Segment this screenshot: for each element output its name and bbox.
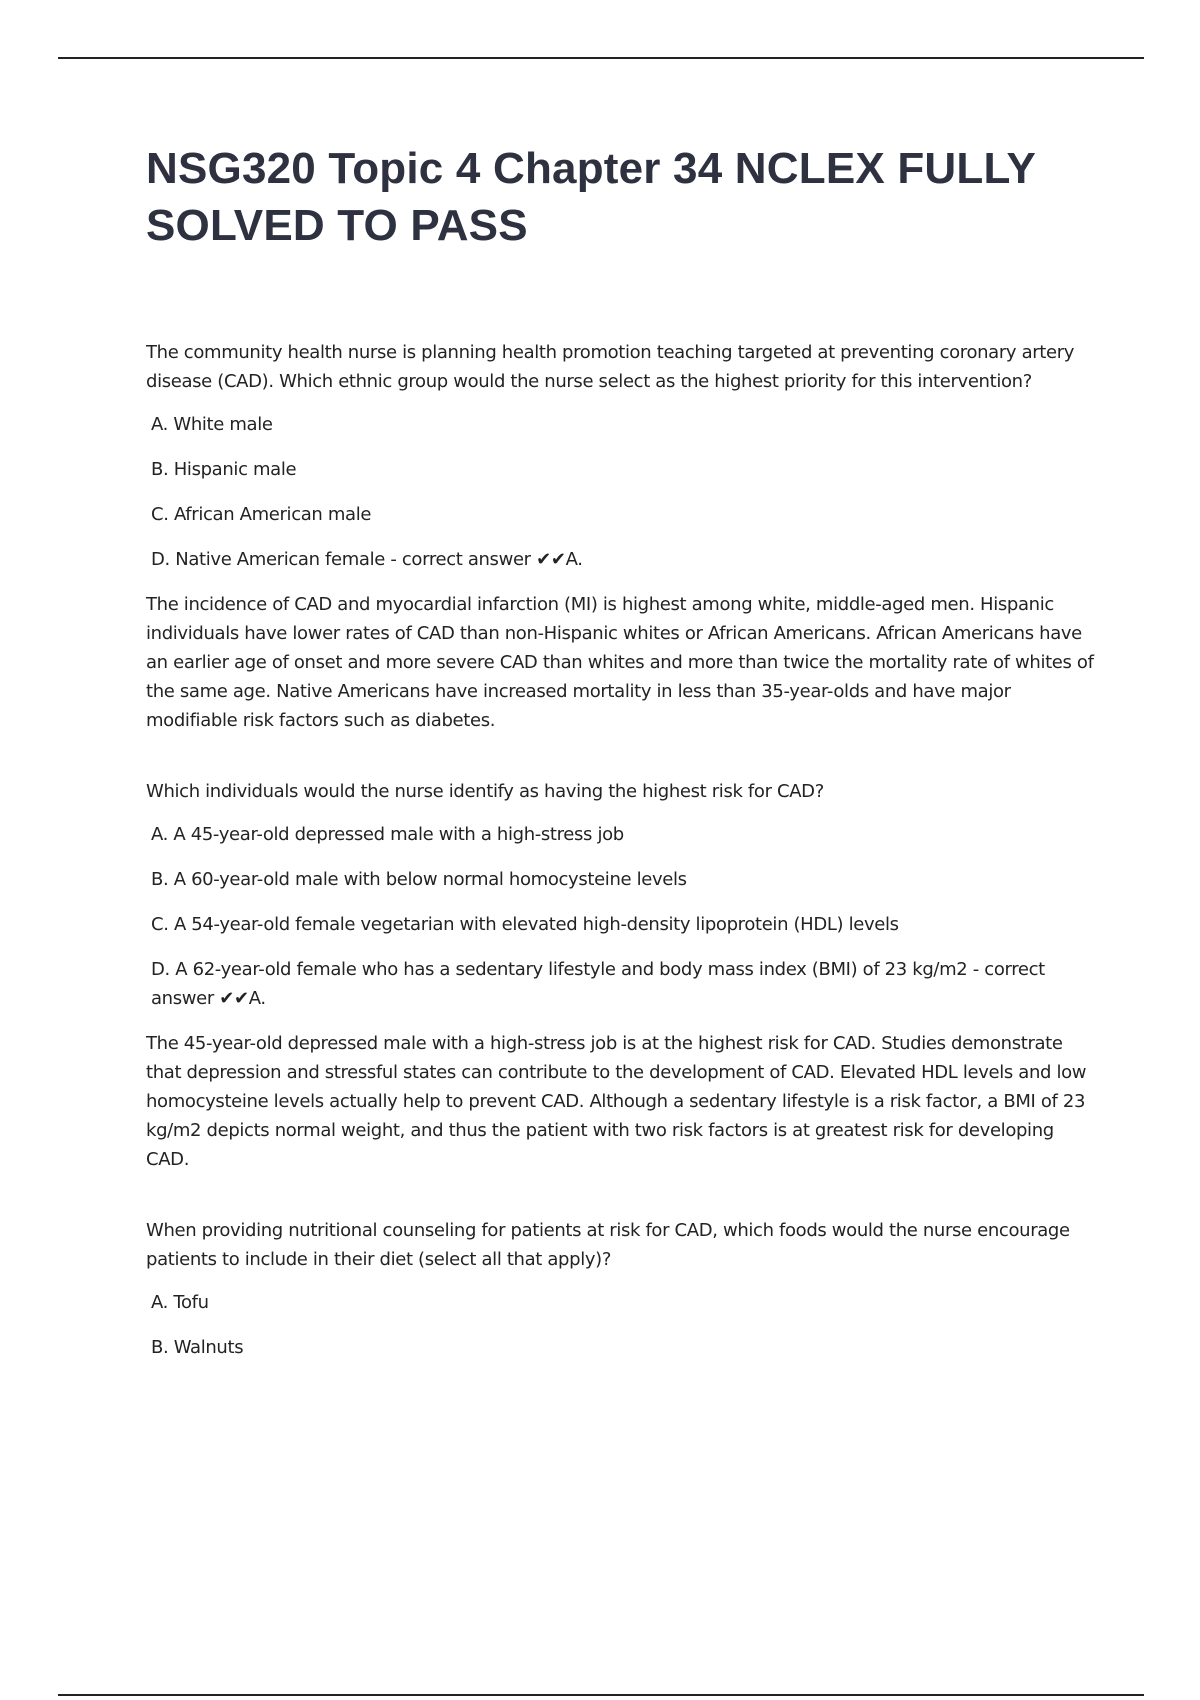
question-block-1 xyxy=(146,338,1096,735)
question-2-text: Which individuals would the nurse identify as having the highest risk for CAD? xyxy=(146,781,824,802)
question-1-option-b: B. Hispanic male xyxy=(151,459,297,480)
question-block-3 xyxy=(146,1216,1096,1362)
question-3-text: When providing nutritional counseling for patients at risk for CAD, which foods would the nurse encourage patients to include in their diet (select all that apply)? xyxy=(146,1220,1070,1270)
bottom-divider xyxy=(58,1694,1144,1696)
document-content xyxy=(146,338,1096,1362)
question-1-rationale: The incidence of CAD and myocardial infarction (MI) is highest among white, middle-aged men. Hispanic individuals have lower rates of CAD than non-Hispanic whites or African Americans. African Americans have an earlier age of onset and more severe CAD than whites and more than twice the mortality rate of whites of the same age. Native Americans have increased mortality in less than 35-year-olds and have major modifiable risk factors such as diabetes. xyxy=(146,594,1094,731)
question-2-option-d: D. A 62-year-old female who has a sedentary lifestyle and body mass index (BMI) of 23 kg/m2 - correct answer ✔✔A. xyxy=(151,959,1045,1009)
top-divider xyxy=(58,57,1144,59)
question-2-option-c: C. A 54-year-old female vegetarian with elevated high-density lipoprotein (HDL) levels xyxy=(151,914,899,935)
document-title: NSG320 Topic 4 Chapter 34 NCLEX FULLY SOLVED TO PASS xyxy=(146,144,1036,250)
question-2-option-a: A. A 45-year-old depressed male with a high-stress job xyxy=(151,824,624,845)
question-3-option-a: A. Tofu xyxy=(151,1292,209,1313)
question-1-option-a: A. White male xyxy=(151,414,273,435)
question-2-option-b: B. A 60-year-old male with below normal homocysteine levels xyxy=(151,869,687,890)
question-2-rationale: The 45-year-old depressed male with a high-stress job is at the highest risk for CAD. Studies demonstrate that depression and stressful states can contribute to the development of CAD. Elevated HDL levels and low homocysteine levels actually help to prevent CAD. Although a sedentary lifestyle is a risk factor, a BMI of 23 kg/m2 depicts normal weight, and thus the patient with two risk factors is at greatest risk for developing CAD. xyxy=(146,1033,1087,1170)
document-page xyxy=(146,140,1096,1378)
question-3-option-b: B. Walnuts xyxy=(151,1337,244,1358)
question-block-2 xyxy=(146,777,1096,1174)
question-1-text: The community health nurse is planning health promotion teaching targeted at preventing coronary artery disease (CAD). Which ethnic group would the nurse select as the highest priority for this intervention? xyxy=(146,342,1075,392)
question-1-option-c: C. African American male xyxy=(151,504,372,525)
question-1-option-d: D. Native American female - correct answer ✔✔A. xyxy=(151,549,583,570)
